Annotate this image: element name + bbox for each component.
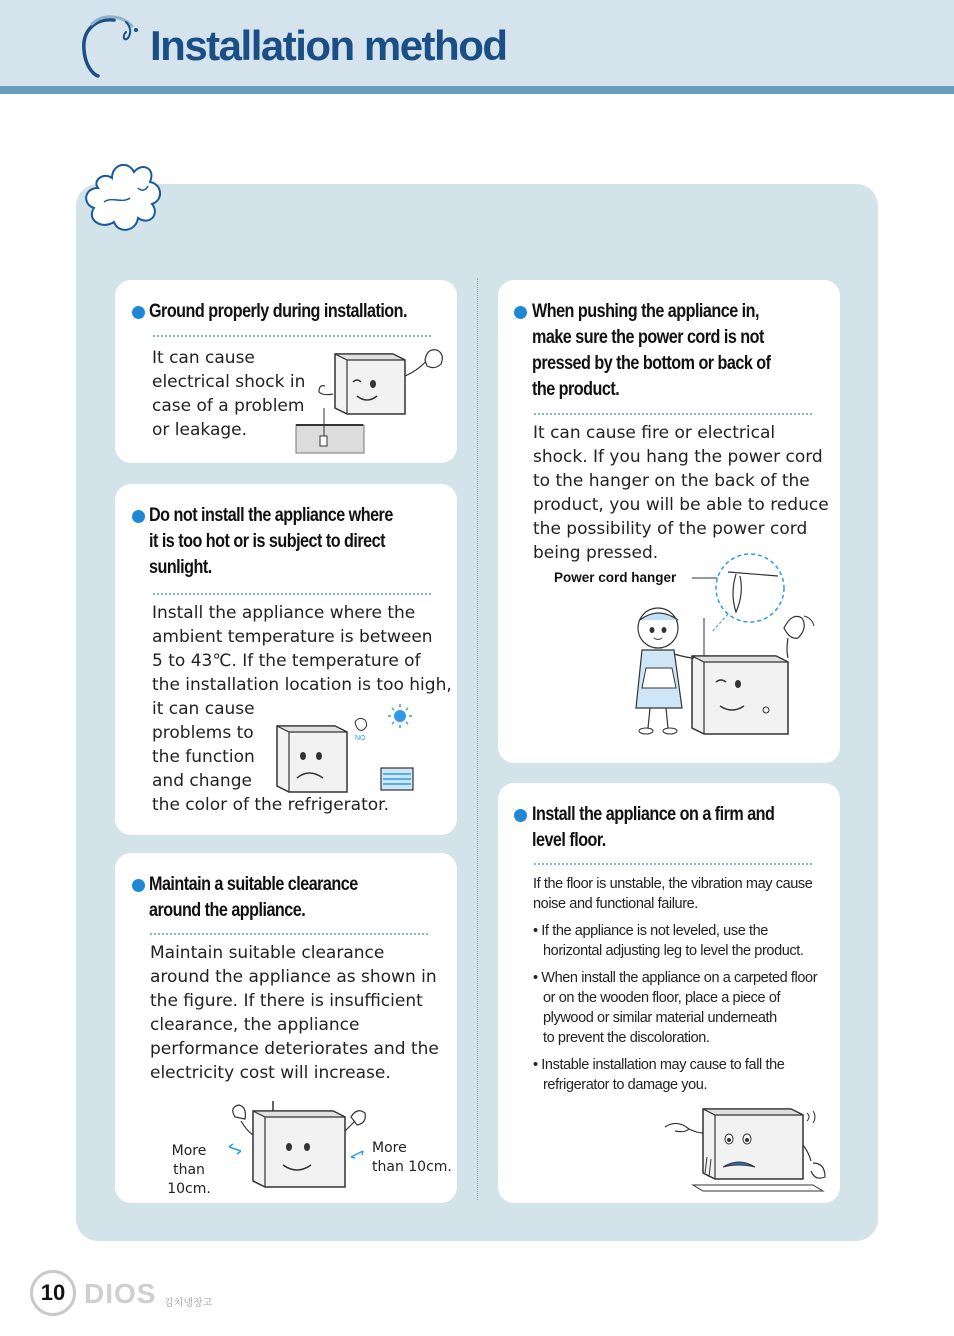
clearance-fridge-illustration bbox=[221, 1101, 371, 1193]
card-floor bbox=[498, 783, 840, 1203]
card-sunlight bbox=[115, 484, 457, 835]
floor-intro: If the floor is unstable, the vibration may cause noise and functional failure. bbox=[533, 876, 813, 912]
unstable-floor-fridge-illustration bbox=[663, 1105, 831, 1195]
dotted-rule bbox=[150, 933, 428, 935]
brand-subtitle: 김치냉장고 bbox=[164, 1298, 213, 1309]
header-rule bbox=[0, 86, 954, 94]
card-title: Install the appliance on a firm and level floor. bbox=[532, 804, 775, 851]
page-number: 10 bbox=[30, 1270, 76, 1316]
card-clearance bbox=[115, 853, 457, 1203]
card-title: Maintain a suitable clearance around the appliance. bbox=[149, 874, 358, 921]
dotted-rule bbox=[153, 593, 431, 595]
hanger-label: Power cord hanger bbox=[554, 570, 677, 585]
card-title: Do not install the appliance where it is too hot or is subject to direct sunlight. bbox=[149, 505, 393, 578]
swirl-logo-icon bbox=[74, 12, 144, 82]
card-body: Install the appliance where the ambient temperature is between 5 to 43℃. If the temperature of the installation location is too high, it can cause problems to the function and change the color of the refrigerator. bbox=[152, 603, 452, 815]
card-body: It can cause fire or electrical shock. If you hang the power cord to the hanger on the back of the product, you will be able to reduce the possibility of the power cord being pressed. bbox=[533, 423, 829, 563]
floor-bullet-2: • When install the appliance on a carpeted floor or on the wooden floor, place a piece of plywood or similar material underneath to prevent the discoloration. bbox=[533, 970, 818, 1046]
dotted-rule bbox=[534, 413, 812, 415]
bullet-dot bbox=[514, 306, 527, 319]
left-clearance-label: More than 10cm. bbox=[167, 1143, 211, 1197]
page-title: Installation method bbox=[150, 22, 507, 69]
card-body: It can cause electrical shock in case of a problem or leakage. bbox=[152, 348, 306, 440]
bullet-dot bbox=[132, 510, 145, 523]
floor-bullet-3: • Instable installation may cause to fall the refrigerator to damage you. bbox=[533, 1057, 785, 1093]
floor-bullet-1: • If the appliance is not leveled, use the horizontal adjusting leg to level the product. bbox=[533, 923, 804, 959]
column-divider bbox=[477, 278, 478, 1200]
bullet-dot bbox=[132, 306, 145, 319]
sunlight-fridge-illustration bbox=[275, 704, 415, 804]
card-power-cord bbox=[498, 280, 840, 763]
card-title: When pushing the appliance in, make sure the power cord is not pressed by the bottom or back of the product. bbox=[532, 301, 771, 400]
bullet-dot bbox=[514, 809, 527, 822]
bullet-dot bbox=[132, 879, 145, 892]
right-clearance-label: More than 10cm. bbox=[372, 1140, 452, 1175]
card-ground bbox=[115, 280, 457, 463]
brand-logo: DIOS bbox=[84, 1278, 157, 1309]
card-title: Ground properly during installation. bbox=[149, 301, 407, 322]
no-badge: NO bbox=[355, 735, 366, 742]
dotted-rule bbox=[534, 863, 812, 865]
power-cord-illustration bbox=[628, 558, 828, 748]
cloud-splash-icon bbox=[82, 158, 172, 242]
card-body: Maintain suitable clearance around the appliance as shown in the figure. If there is insufficient clearance, the appliance performance deteriorates and the electricity cost will increase. bbox=[150, 943, 439, 1083]
grounding-fridge-illustration bbox=[295, 346, 450, 454]
dotted-rule bbox=[153, 335, 431, 337]
